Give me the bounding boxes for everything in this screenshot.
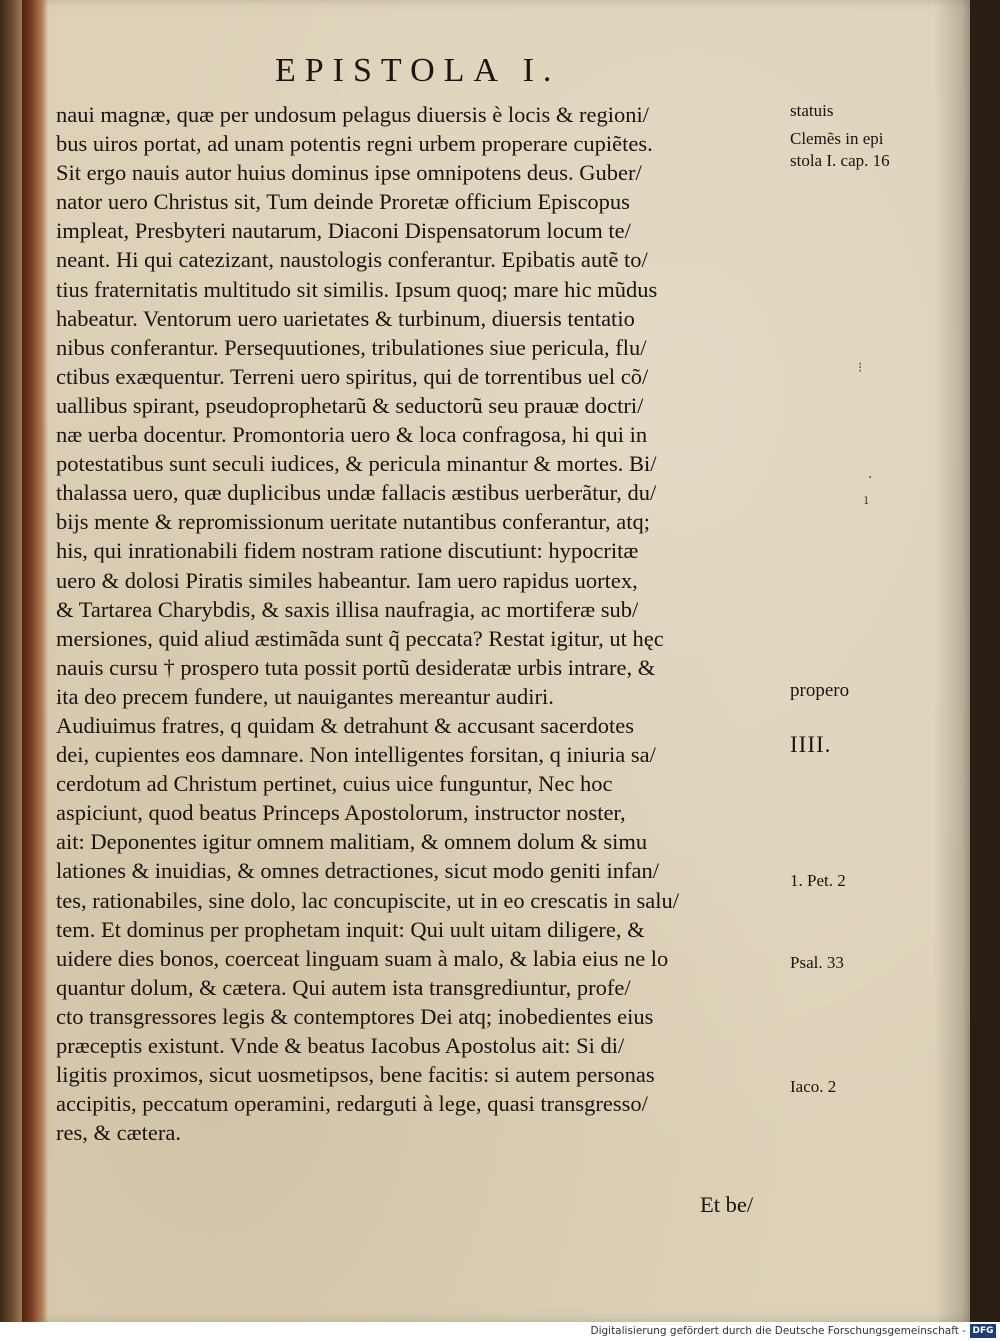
margin-blemish: · [868,470,873,486]
text-line: nator uero Christus sit, Tum deinde Proretæ officium Episcopus [56,189,630,215]
text-line: & Tartarea Charybdis, & saxis illisa naufragia, ac mortiferæ sub/ [56,596,639,622]
dfg-logo: DFG [970,1324,996,1338]
text-line: tem. Et dominus per prophetam inquit: Qui uult uitam diligere, & [56,916,645,942]
text-line: næ uerba docentur. Promontoria uero & loca confragosa, hi qui in [56,422,648,448]
margin-note-statuis: statuis [790,101,834,120]
text-line: potestatibus sunt seculi iudices, & pericula minantur & mortes. Bi/ [56,451,657,477]
text-line: tius fraternitatis multitudo sit similis. Ipsum quoq; mare hic mũdus [56,276,658,302]
text-line: cerdotum ad Christum pertinet, cuius uice funguntur, Nec hoc [56,771,613,797]
footer-credit: Digitalisierung gefördert durch die Deutsche Forschungsgemeinschaft - [590,1325,966,1337]
text-line: ita deo precem fundere, ut nauigantes mereantur audiri. [56,683,554,709]
text-line: Sit ergo nauis autor huius dominus ipse omnipotens deus. Guber/ [56,160,642,186]
margin-note-propero: propero [790,680,850,701]
margin-note-clemens-ref: stola I. cap. 16 [790,151,890,170]
text-line: bijs mente & repromissionum ueritate nutantibus conferantur, atq; [56,509,650,535]
text-line: aspiciunt, quod beatus Princeps Apostolorum, instructor noster, [56,800,626,826]
text-line: nibus conferantur. Persequutiones, tribulationes siue pericula, flu/ [56,334,647,360]
text-line: ait: Deponentes igitur omnem malitiam, & omnem dolum & simu [56,829,648,855]
binding-spine [22,0,48,1322]
chapter-numeral: IIII. [790,732,832,757]
text-line: uero & dolosi Piratis similes habeantur. Iam uero rapidus uortex, [56,567,638,593]
text-line: Audiuimus fratres, q quidam & detrahunt & accusant sacerdotes [56,712,634,738]
text-line: res, & cætera. [56,1120,181,1146]
text-line: habeatur. Ventorum uero uarietates & turbinum, diuersis tentatio [56,305,635,331]
text-line: thalassa uero, quæ duplicibus undæ fallacis æstibus uerberãtur, du/ [56,480,657,506]
margin-note-iaco: Iaco. 2 [790,1077,837,1096]
text-line: præceptis existunt. Vnde & beatus Iacobus Apostolus ait: Si di/ [56,1033,625,1058]
main-text-block [56,100,786,1147]
text-line: neant. Hi qui catezizant, naustologis conferantur. Epibatis autẽ to/ [56,247,648,273]
margin-blemish: ı [864,492,869,508]
text-line: impleat, Presbyteri nautarum, Diaconi Dispensatorum locum te/ [56,218,631,244]
margin-note-clemens: Clemẽs in epi [790,129,884,148]
catchword: Et be/ [700,1192,754,1217]
text-line: his, qui inrationabili fidem nostram ratione discutiunt: hypocritæ [56,538,639,564]
text-line: nauis cursu † prospero tuta possit portũ desideratæ urbis intrare, & [56,654,656,680]
text-line: tes, rationabiles, sine dolo, lac concupiscite, ut in eo crescatis in salu/ [56,887,679,913]
page-right-shadow [934,0,970,1322]
margin-note-psal: Psal. 33 [790,953,844,972]
text-line: dei, cupientes eos damnare. Non intelligentes forsitan, q iniuria sa/ [56,742,656,768]
text-line: ctibus exæquentur. Terreni uero spiritus, qui de torrentibus uel cõ/ [56,363,649,389]
text-line: bus uiros portat, ad unam potentis regni urbem properare cupiẽtes. [56,131,653,157]
running-header: EPISTOLA I. [275,52,561,89]
text-line: accipitis, peccatum operamini, redarguti à lege, quasi transgresso/ [56,1091,648,1117]
text-line: mersiones, quid aliud æstimãda sunt q̃ peccata? Restat igitur, ut hęc [56,625,664,651]
text-line: cto transgressores legis & contemptores Dei atq; inobedientes eius [56,1003,654,1029]
text-line: uallibus spirant, pseudoprophetarũ & seductorũ seu prauæ doctri/ [56,392,644,418]
text-line: ligitis proximos, sicut uosmetipsos, bene facitis: si autem personas [56,1062,655,1088]
text-line: naui magnæ, quæ per undosum pelagus diuersis è locis & regioni/ [56,102,650,127]
text-line: uidere dies bonos, coerceat linguam suam à malo, & labia eius ne lo [56,945,669,971]
text-line: lationes & inuidias, & omnes detractiones, sicut modo geniti infan/ [56,858,660,884]
footer-bar [0,1322,1000,1341]
margin-note-petr: 1. Pet. 2 [790,871,846,890]
margin-blemish: ⁝ [858,360,863,376]
text-line: quantur dolum, & cætera. Qui autem ista transgrediuntur, profe/ [56,974,631,1000]
